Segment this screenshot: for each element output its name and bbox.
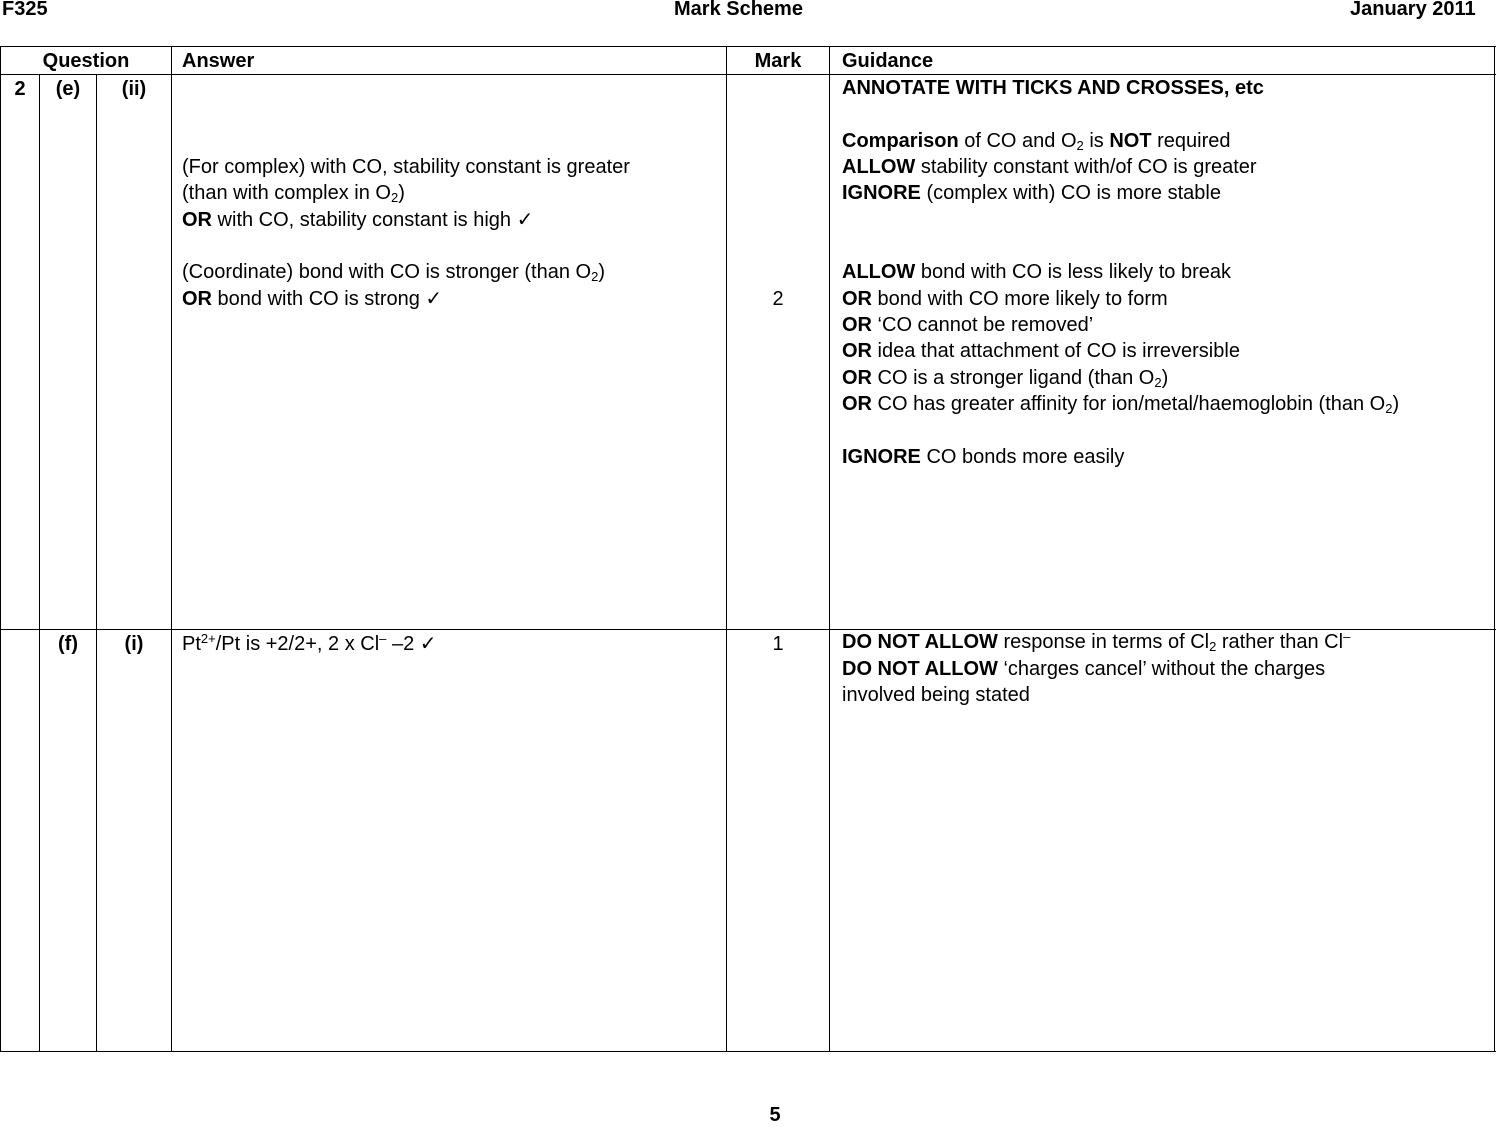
table-left-rule [0, 46, 1, 1052]
column-header-mark: Mark [754, 50, 802, 72]
document-date: January 2011 [1350, 0, 1476, 20]
guidance-line: OR CO has greater affinity for ion/metal/haemoglobin (than $O_2$) [842, 393, 1400, 416]
question-part: (e) [55, 78, 81, 100]
answer-line: (For complex) with CO, stability constant is greater [182, 156, 630, 178]
guidance-line: ALLOW stability constant with/of CO is greater [842, 156, 1257, 178]
answer-line: OR bond with CO is strong ✓ [182, 288, 443, 310]
document-code: F325 [2, 0, 48, 20]
column-header-question: Question [42, 50, 130, 72]
guidance-line: OR ‘CO cannot be removed’ [842, 314, 1094, 336]
question-number-rule [39, 74, 40, 1052]
question-part-rule [96, 74, 97, 1052]
table-right-rule [1494, 46, 1495, 1052]
guidance-column-rule [829, 46, 830, 1052]
guidance-line: DO NOT ALLOW response in terms of $Cl_2$ rather than Cl– [842, 629, 1351, 654]
mark-column-rule [726, 46, 727, 1052]
guidance-line: IGNORE (complex with) CO is more stable [842, 182, 1221, 204]
column-header-guidance: Guidance [842, 50, 934, 72]
guidance-line: Comparison of CO and $O_2$ is NOT required [842, 130, 1231, 153]
answer-line: (Coordinate) bond with CO is stronger (than $O_2$) [182, 261, 605, 284]
guidance-line: OR bond with CO more likely to form [842, 288, 1168, 310]
question-subpart: (ii) [121, 78, 147, 100]
question-part: (f) [58, 633, 78, 655]
guidance-line: OR CO is a stronger ligand (than $O_2$) [842, 367, 1169, 390]
question-subpart: (i) [124, 633, 144, 655]
answer-line: (than with complex in $O_2$) [182, 182, 405, 205]
answer-column-rule [171, 46, 172, 1052]
mark-value: 2 [772, 288, 784, 310]
answer-line: OR with CO, stability constant is high ✓ [182, 209, 534, 231]
document-title: Mark Scheme [674, 0, 803, 20]
guidance-line: OR idea that attachment of CO is irreversible [842, 340, 1240, 362]
header-bottom-rule [0, 74, 1496, 75]
guidance-line: IGNORE CO bonds more easily [842, 446, 1125, 468]
guidance-line: ANNOTATE WITH TICKS AND CROSSES, etc [842, 77, 1264, 99]
guidance-line: ALLOW bond with CO is less likely to break [842, 261, 1231, 283]
table-top-rule [0, 46, 1496, 47]
question-number: 2 [14, 78, 26, 100]
guidance-line: involved being stated [842, 684, 1030, 706]
answer-line: $Pt^{2+}/Pt$ is +2/2+, 2 x Cl– –2 ✓ [182, 631, 437, 655]
page-number: 5 [769, 1104, 781, 1126]
mark-value: 1 [772, 633, 784, 655]
table-bottom-rule [0, 1051, 1496, 1052]
column-header-answer: Answer [182, 50, 255, 72]
guidance-line: DO NOT ALLOW ‘charges cancel’ without the charges [842, 658, 1326, 680]
